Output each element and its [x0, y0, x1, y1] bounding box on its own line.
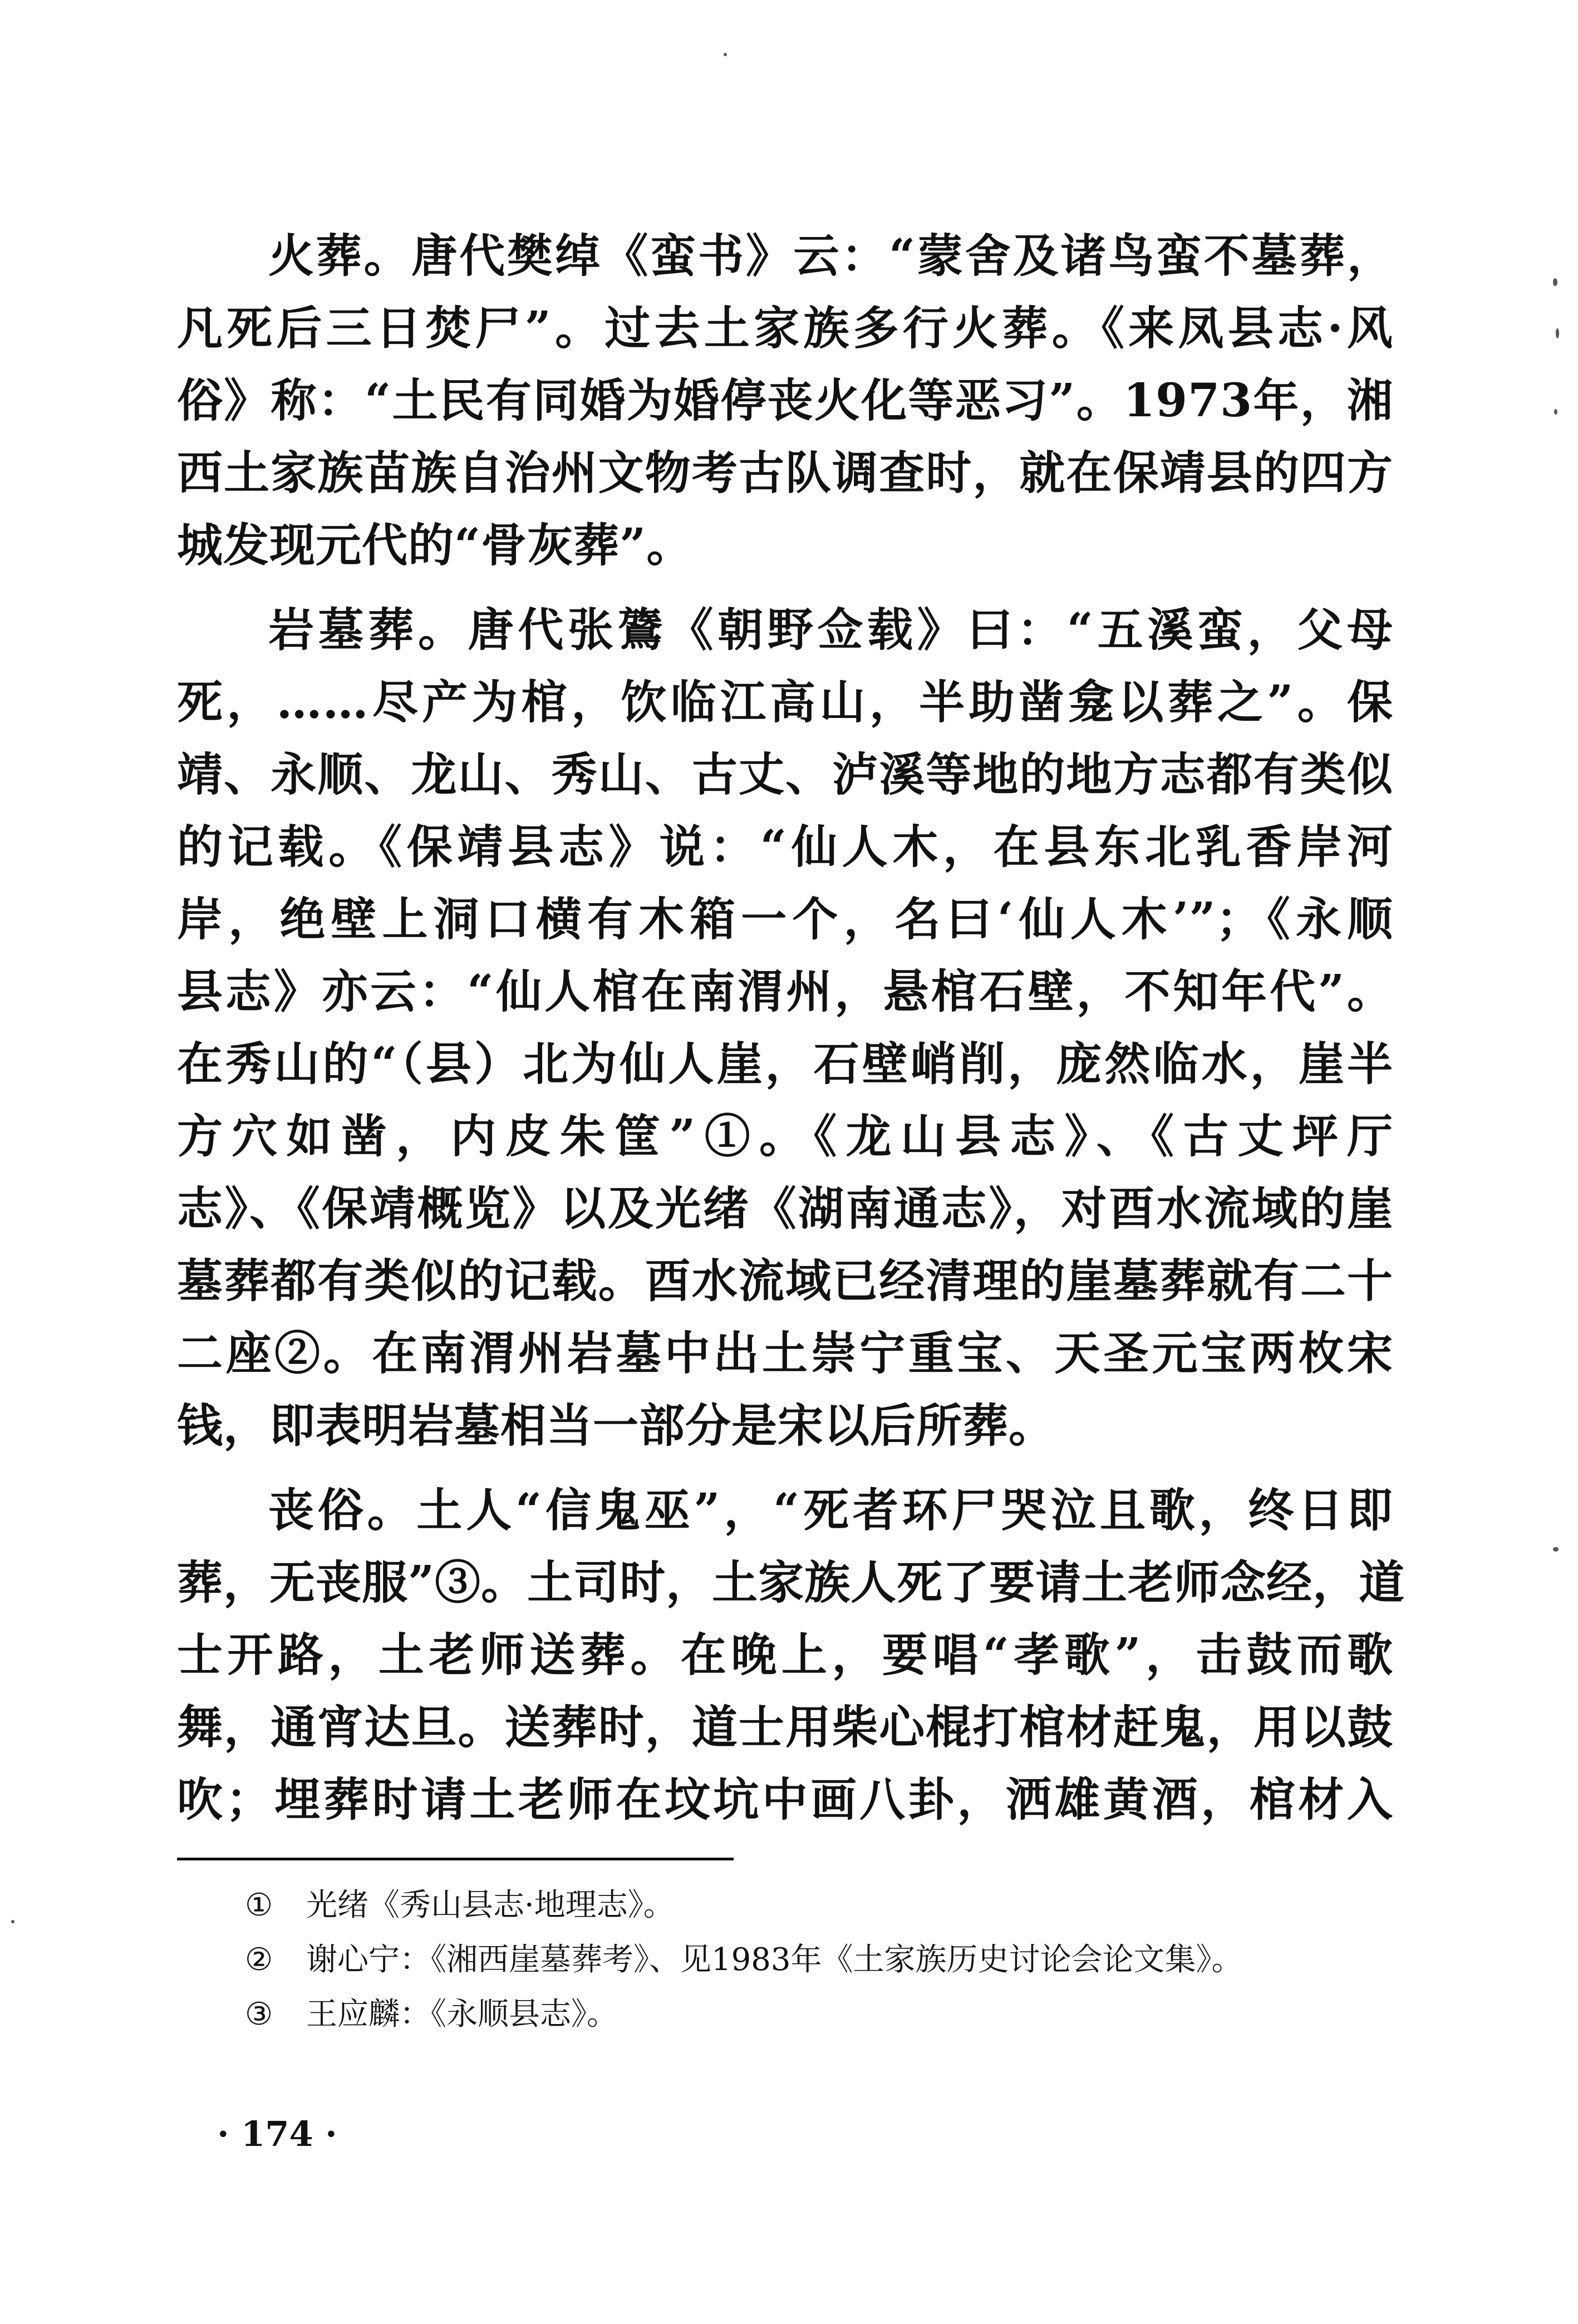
page-number: · 174 · — [217, 2114, 337, 2154]
scan-speck — [1553, 1547, 1559, 1552]
text-line: 舞，通宵达旦。送葬时，道士用柴心棍打棺材赶鬼，用以鼓 — [177, 1701, 1393, 1754]
text-line: 岸，绝壁上洞口横有木箱一个，名曰‘仙人木’”；《永顺 — [177, 893, 1393, 946]
paragraph-gap — [177, 582, 1393, 594]
footnotes — [245, 1878, 1414, 2042]
text-line: 葬，无丧服”③。土司时，土家族人死了要请土老师念经，道 — [177, 1556, 1405, 1609]
scan-speck — [724, 53, 727, 56]
text-line: 西土家族苗族自治州文物考古队调查时，就在保靖县的四方 — [177, 446, 1393, 500]
footnote-item — [245, 1987, 1414, 2042]
footnote-item — [245, 1933, 1414, 1987]
footnote-mark: ② — [245, 1942, 273, 1978]
text-line: 靖、永顺、龙山、秀山、古丈、泸溪等地的地方志都有类似 — [177, 748, 1393, 801]
footnote-text: 光绪《秀山县志·地理志》。 — [306, 1887, 675, 1923]
paragraph-cliff-burial — [177, 594, 1393, 1462]
footnote-mark: ① — [245, 1887, 273, 1923]
text-line: 凡死后三日焚尸”。过去土家族多行火葬。《来凤县志·风 — [177, 302, 1393, 355]
text-line: 岩墓葬。唐代张鷟《朝野佥载》曰：“五溪蛮，父母 — [268, 603, 1393, 657]
text-line: 俗》称：“土民有同婚为婚停丧火化等恶习”。1973年，湘 — [177, 374, 1393, 427]
text-line: 钱，即表明岩墓相当一部分是宋以后所葬。 — [177, 1399, 1055, 1452]
body-text — [177, 220, 1405, 1836]
text-line: 在秀山的“（县）北为仙人崖，石壁峭削，庞然临水，崖半 — [177, 1037, 1393, 1091]
text-line: 丧俗。土人“信鬼巫”，“死者环尸哭泣且歌，终日即 — [268, 1484, 1393, 1537]
text-line: 二座②。在南渭州岩墓中出土崇宁重宝、天圣元宝两枚宋 — [177, 1327, 1393, 1380]
text-line: 死，……尽产为棺，饮临江高山，半助凿龛以葬之”。保 — [177, 676, 1393, 729]
paragraph-gap — [177, 1462, 1393, 1474]
text-line: 志》、《保靖概览》以及光绪《湖南通志》，对酉水流域的崖 — [177, 1182, 1393, 1235]
paragraph-funeral-customs — [177, 1474, 1405, 1836]
text-line: 士开路，土老师送葬。在晚上，要唱“孝歌”，击鼓而歌 — [177, 1628, 1393, 1682]
footnote-item — [245, 1878, 1414, 1933]
scan-speck — [11, 1920, 14, 1923]
text-line: 方穴如凿，内皮朱筐”①。《龙山县志》、《古丈坪厅 — [177, 1110, 1393, 1163]
text-line: 城发现元代的“骨灰葬”。 — [177, 519, 693, 572]
text-line: 墓葬都有类似的记载。酉水流域已经清理的崖墓葬就有二十 — [177, 1254, 1393, 1308]
footnote-divider — [177, 1858, 734, 1860]
text-line: 县志》亦云：“仙人棺在南渭州，悬棺石壁，不知年代”。 — [177, 965, 1393, 1018]
scan-speck — [1554, 409, 1557, 415]
footnote-mark: ③ — [245, 1996, 273, 2032]
text-line: 火葬。唐代樊绰《蛮书》云：“蒙舍及诸鸟蛮不墓葬， — [268, 229, 1393, 283]
footnote-text: 王应麟：《永顺县志》。 — [306, 1996, 618, 2032]
scan-speck — [1556, 328, 1559, 338]
text-line: 吹；埋葬时请土老师在坟坑中画八卦，洒雄黄酒，棺材入 — [177, 1773, 1393, 1826]
text-line: 的记载。《保靖县志》说：“仙人木，在县东北乳香岸河 — [177, 820, 1393, 874]
scan-speck — [1553, 278, 1557, 286]
paragraph-cremation — [177, 220, 1393, 582]
footnote-text: 谢心宁：《湘西崖墓葬考》、见1983年《土家族历史讨论会论文集》。 — [306, 1942, 1243, 1978]
